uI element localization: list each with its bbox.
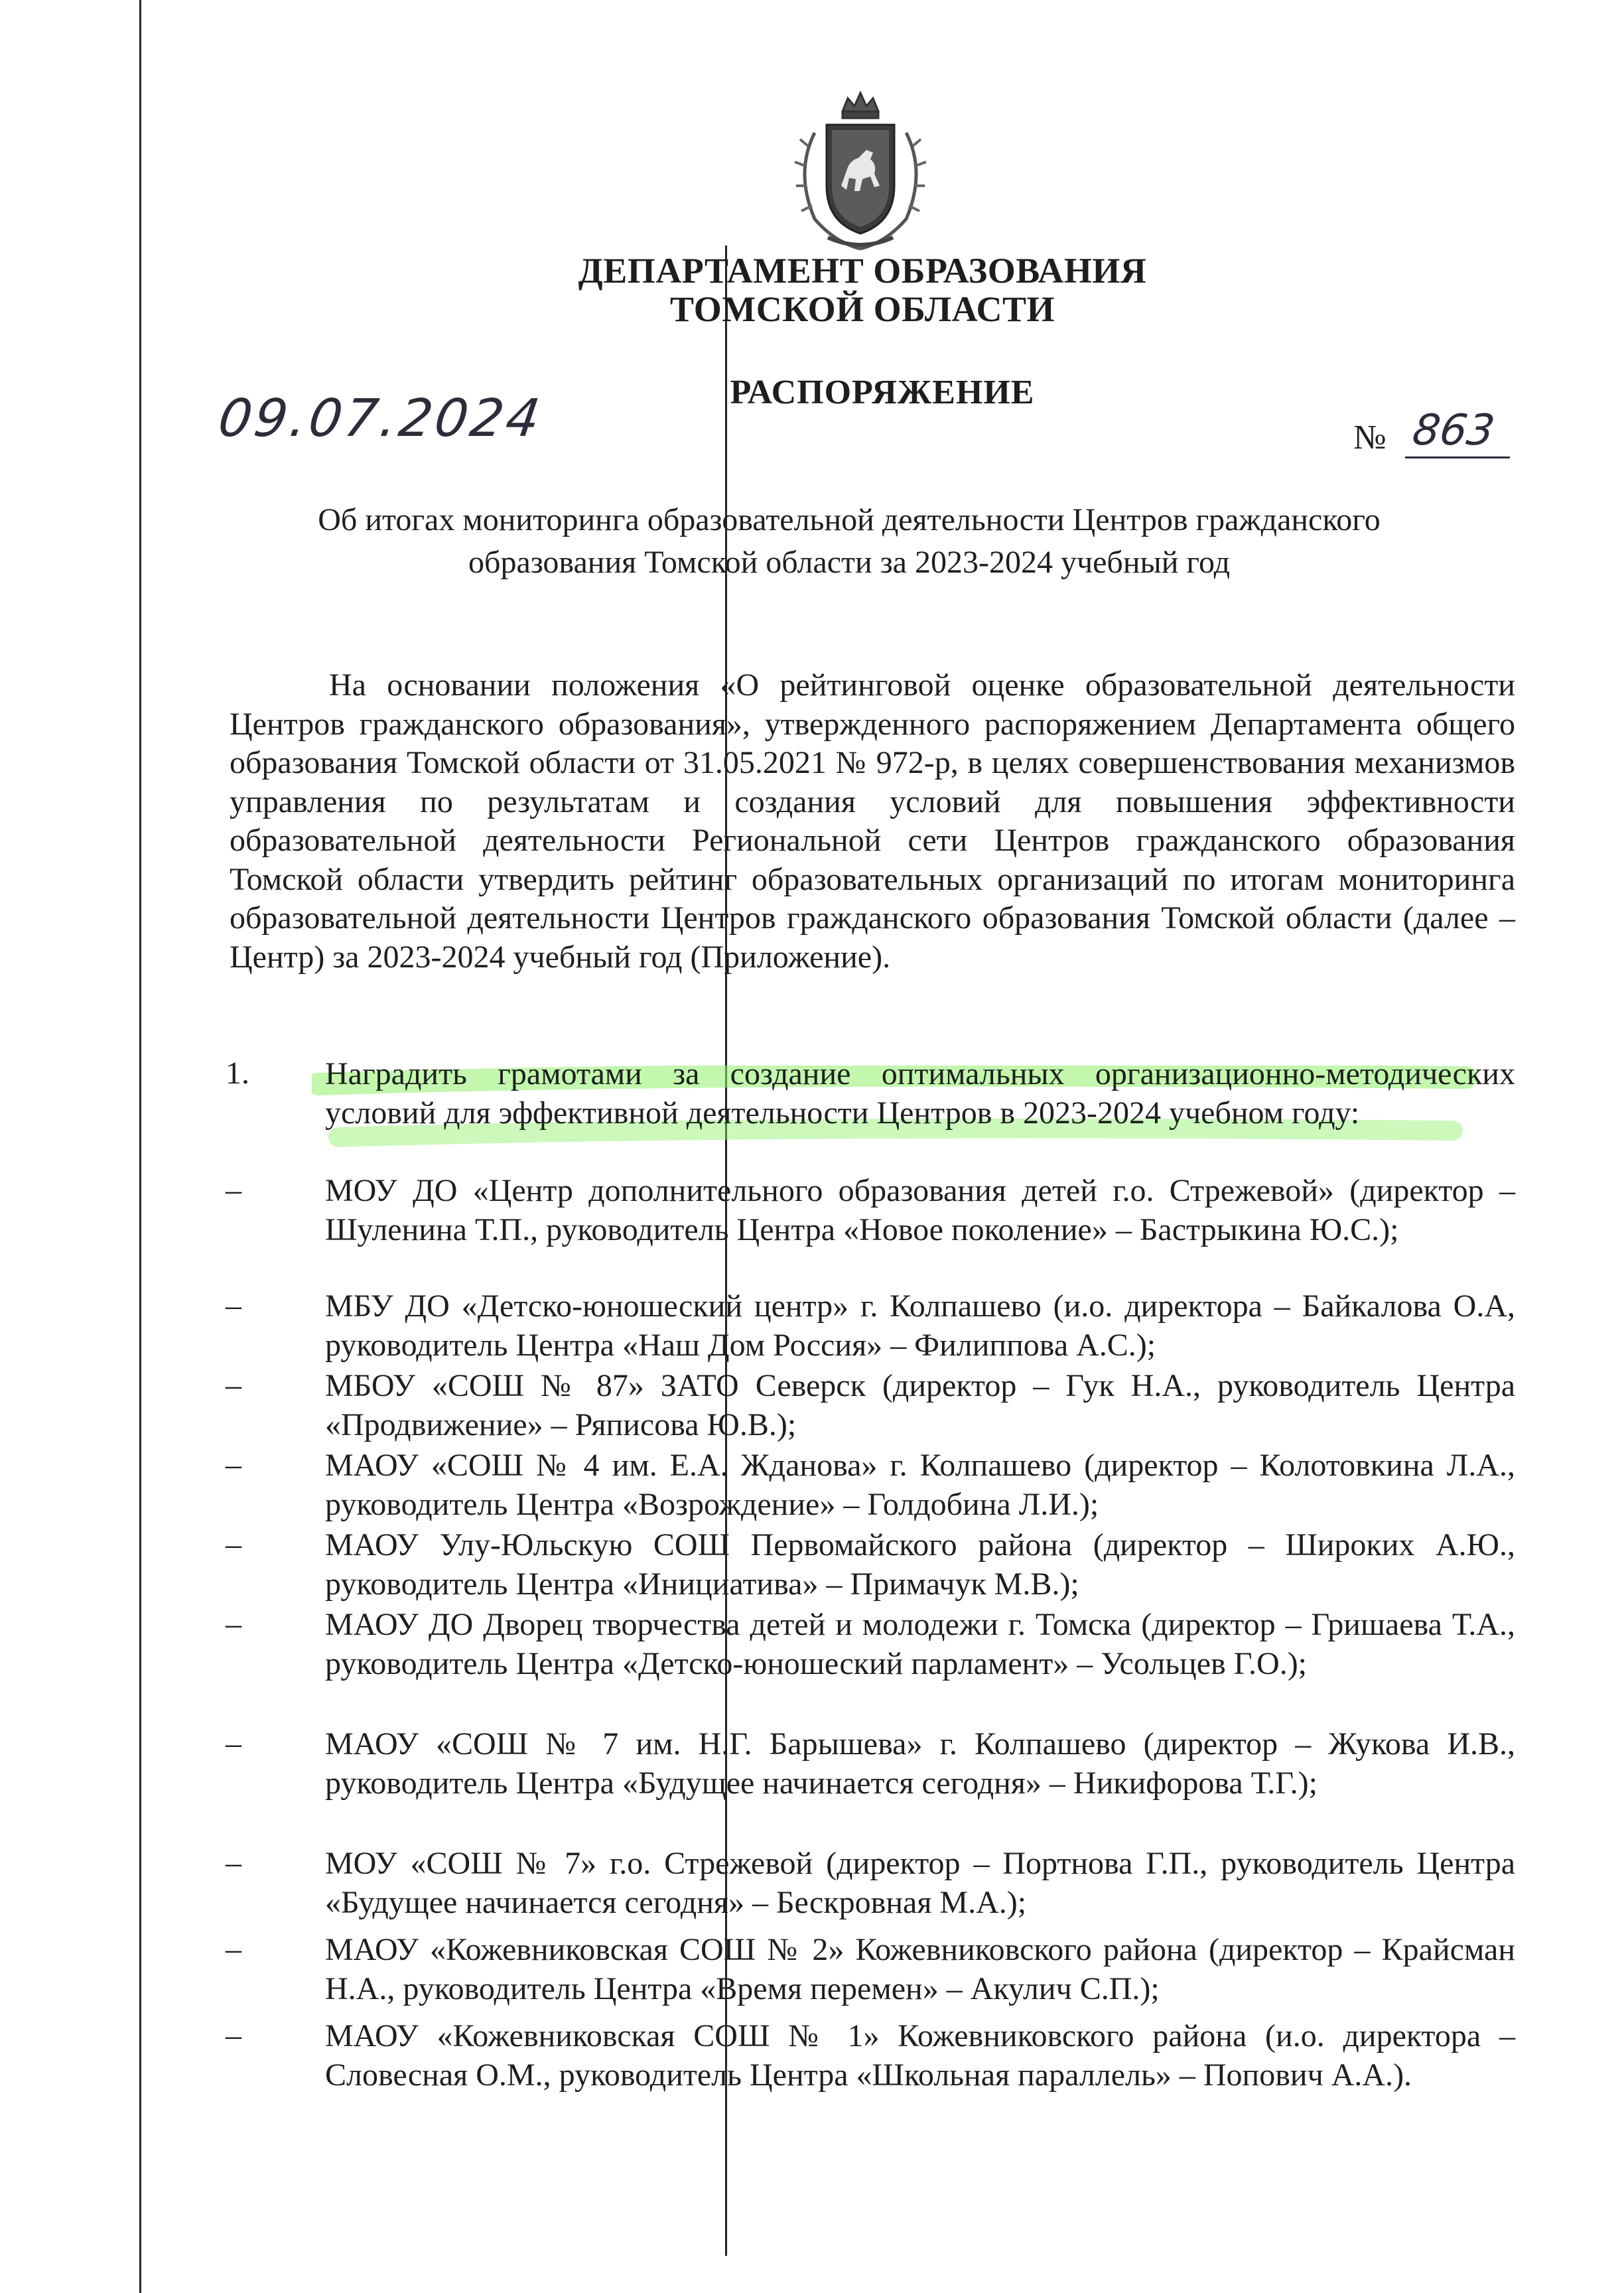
list-dash: – <box>226 1931 241 1967</box>
list-item: МАОУ «Кожевниковская СОШ № 1» Кожевниковского района (и.о. директора – Словесная О.М., руководитель Центра «Школьная параллель» – Попович А.А.). <box>325 2018 1515 2093</box>
document-type: РАСПОРЯЖЕНИЕ <box>730 374 1035 411</box>
subject-line-2: образования Томской области за 2023-2024 учебный год <box>468 545 1230 580</box>
list-item: МАОУ «СОШ № 7 им. Н.Г. Барышева» г. Колпашево (директор – Жукова И.В., руководитель Центра «Будущее начинается сегодня» – Никифорова Т.Г.); <box>325 1726 1515 1801</box>
number-sign: № <box>1353 419 1387 456</box>
item-number: 1. <box>226 1056 249 1091</box>
list-dash: – <box>226 1726 241 1761</box>
list-dash: – <box>226 1845 241 1880</box>
list-dash: – <box>226 1527 241 1562</box>
list-item: МАОУ ДО Дворец творчества детей и молодежи г. Томска (директор – Гришаева Т.А., руководитель Центра «Детско-юношеский парламент» – Усольцев Г.О.); <box>325 1607 1515 1681</box>
list-dash: – <box>226 1172 241 1208</box>
list-dash: – <box>226 1606 241 1641</box>
number-underline <box>1405 456 1510 458</box>
handwritten-date: 09.07.2024 <box>214 389 546 449</box>
list-item: МАОУ Улу-Юльскую СОШ Первомайского района (директор – Широких А.Ю., руководитель Центра «Инициатива» – Примачук М.В.); <box>325 1527 1515 1602</box>
department-region: ТОМСКОЙ ОБЛАСТИ <box>669 289 1055 329</box>
list-item: МБУ ДО «Детско-юношеский центр» г. Колпашево (и.о. директора – Байкалова О.А, руководитель Центра «Наш Дом Россия» – Филиппова А.С.); <box>325 1288 1515 1363</box>
item-text: Наградить грамотами за создание оптимальных организационно-методических условий для эффективной деятельности Центров в 2023-2024 учебном году: <box>325 1056 1515 1131</box>
list-item: МАОУ «СОШ № 4 им. Е.А. Жданова» г. Колпашево (директор – Колотовкина Л.А., руководитель Центра «Возрождение» – Голдобина Л.И.); <box>325 1448 1515 1522</box>
list-item: МОУ «СОШ № 7» г.о. Стрежевой (директор – Портнова Г.П., руководитель Центра «Будущее начинается сегодня» – Бескровная М.А.); <box>325 1846 1515 1920</box>
intro-text: На основании положения «О рейтинговой оценке образовательной деятельности Центров гражданского образования», утвержденного распоряжением Департамента общего образования Томской области от 31.05.2021 № 972-р, в целях совершенствования механизмов управления по результатам и создания условий для повышения эффективности образовательной деятельности Региональной сети Центров гражданского образования Томской области утвердить рейтинг образовательных организаций по итогам мониторинга образовательной деятельности Центров гражданского образования Томской области (далее – Центр) за 2023-2024 учебный год (Приложение). <box>230 667 1515 975</box>
list-item: МАОУ «Кожевниковская СОШ № 2» Кожевниковского района (директор – Крайсман Н.А., руководитель Центра «Время перемен» – Акулич С.П.); <box>325 1932 1515 2006</box>
handwritten-number: 863 <box>1409 406 1498 455</box>
list-dash: – <box>226 1288 241 1323</box>
scan-fold-line-left <box>139 0 141 2293</box>
list-item: МБОУ «СОШ № 87» ЗАТО Северск (директор – Гук Н.А., руководитель Центра «Продвижение» – Ряписова Ю.В.); <box>325 1368 1515 1442</box>
list-dash: – <box>226 1367 241 1403</box>
subject-line-1: Об итогах мониторинга образовательной деятельности Центров гражданского <box>318 502 1381 537</box>
document-subject <box>219 499 1479 584</box>
coat-of-arms-emblem <box>788 86 933 259</box>
department-title: ДЕПАРТАМЕНТ ОБРАЗОВАНИЯ <box>578 251 1147 291</box>
list-item: МОУ ДО «Центр дополнительного образования детей г.о. Стрежевой» (директор – Шуленина Т.П., руководитель Центра «Новое поколение» – Бастрыкина Ю.С.); <box>325 1173 1515 1247</box>
list-dash: – <box>226 1447 241 1482</box>
list-dash: – <box>226 2018 241 2053</box>
intro-paragraph <box>230 666 1515 977</box>
